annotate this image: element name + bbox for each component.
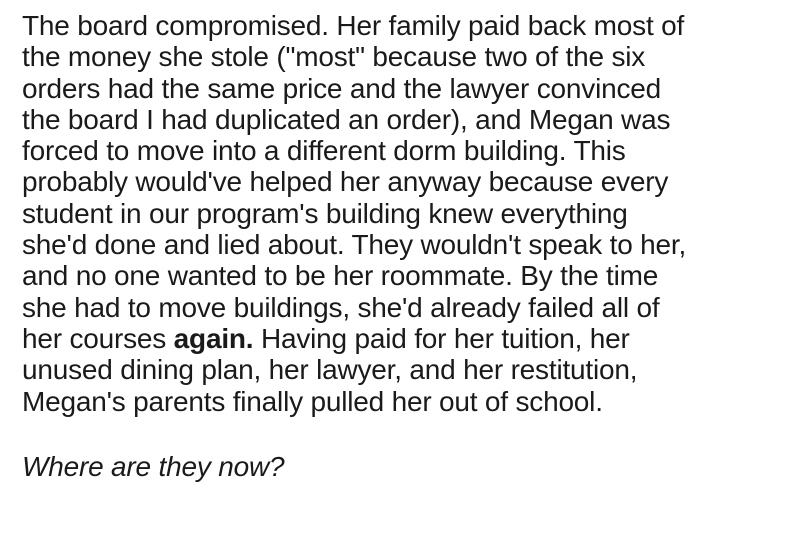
text-line: she had to move buildings, she'd already failed all of <box>22 291 660 323</box>
text-line: forced to move into a different dorm building. This <box>22 135 626 167</box>
text-line: student in our program's building knew everything <box>22 197 628 229</box>
text-segment: her courses <box>22 322 174 354</box>
text-line: orders had the same price and the lawyer convinced <box>22 72 662 104</box>
text-line: The board compromised. Her family paid back most of <box>22 10 685 41</box>
emphasis-again: again. <box>173 322 254 354</box>
section-question: Where are they now? <box>22 450 285 482</box>
text-line-with-emphasis <box>22 323 792 354</box>
text-line: and no one wanted to be her roommate. By the time <box>22 260 659 292</box>
text-line: unused dining plan, her lawyer, and her restitution, <box>22 354 638 386</box>
text-line: the board I had duplicated an order), and Megan was <box>22 103 671 135</box>
text-content <box>22 10 792 482</box>
text-segment: Having paid for her tuition, her <box>253 322 630 354</box>
text-line: she'd done and lied about. They wouldn't speak to her, <box>22 229 687 261</box>
text-line: Megan's parents finally pulled her out of school. <box>22 385 603 417</box>
story-paragraph <box>22 10 792 417</box>
text-line: probably would've helped her anyway because every <box>22 166 669 198</box>
text-line: the money she stole ("most" because two of the six <box>22 41 646 73</box>
